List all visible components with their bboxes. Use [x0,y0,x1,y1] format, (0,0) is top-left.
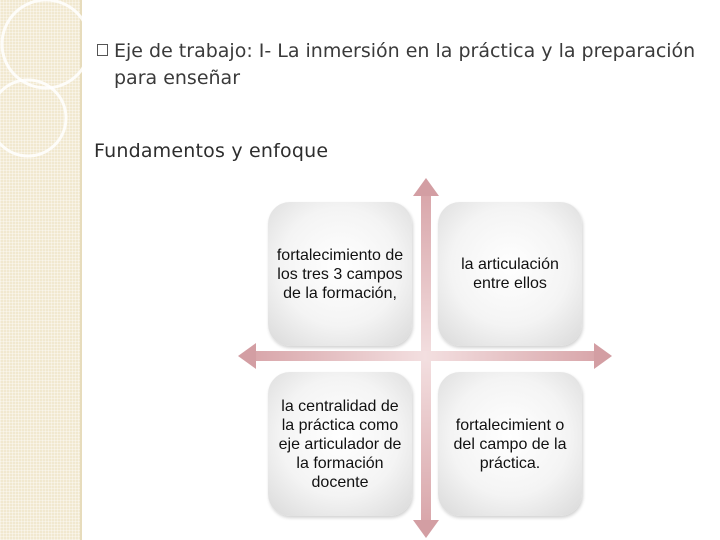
bullet-square-icon [97,44,108,56]
quadrant-top-left: fortalecimiento de los tres 3 campos de la formación, [268,202,412,346]
section-heading: Fundamentos y enfoque [94,140,329,162]
bullet-text: Eje de trabajo: I- La inmersión en la práctica y la preparación para enseñar [114,40,696,89]
quadrant-top-right: la articulación entre ellos [438,202,582,346]
quadrant-bottom-right: fortalecimient o del campo de la práctica. [438,372,582,516]
quadrant-bottom-left: la centralidad de la práctica como eje articulador de la formación docente [268,372,412,516]
bullet-item [97,38,697,92]
